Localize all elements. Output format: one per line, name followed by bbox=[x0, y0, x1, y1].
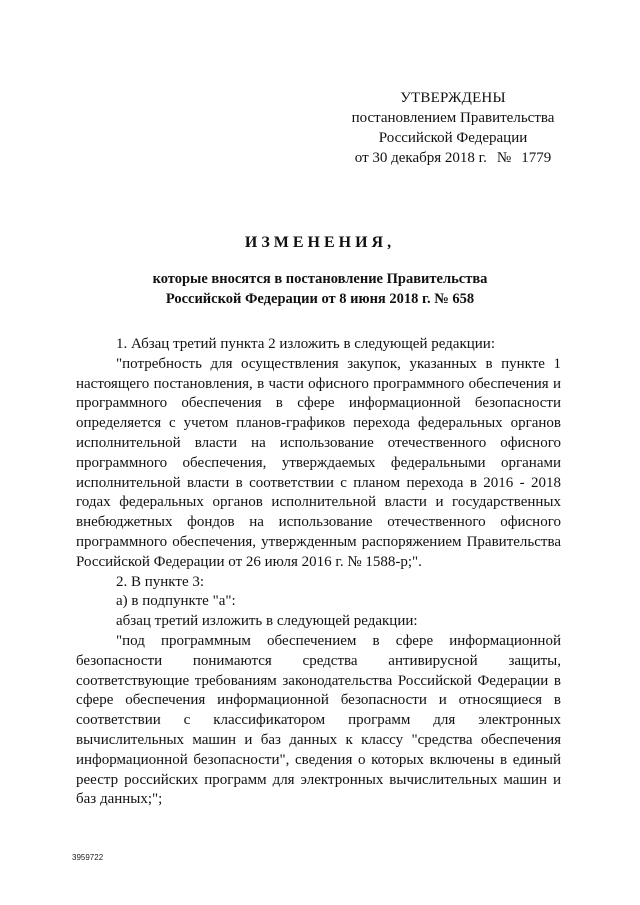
subtitle-line-2: Российской Федерации от 8 июня 2018 г. № 658 bbox=[165, 291, 475, 307]
approval-number: 1779 bbox=[521, 150, 552, 166]
approval-title: УТВЕРЖДЕНЫ bbox=[400, 90, 506, 106]
paragraph-item-1: 1. Абзац третий пункта 2 изложить в следующей редакции: bbox=[116, 336, 496, 352]
approval-date-line bbox=[348, 148, 558, 168]
approval-stamp bbox=[348, 88, 558, 168]
document-title-block bbox=[70, 232, 570, 309]
approval-date: от 30 декабря 2018 г. bbox=[354, 150, 487, 166]
document-heading: ИЗМЕНЕНИЯ, bbox=[244, 234, 396, 251]
paragraph-instruction: абзац третий изложить в следующей редакции: bbox=[116, 613, 418, 630]
document-body bbox=[76, 335, 561, 810]
subtitle-line-1: которые вносятся в постановление Правительства bbox=[152, 271, 488, 287]
document-id: 3959722 bbox=[72, 853, 104, 862]
approval-line-1: постановлением Правительства bbox=[351, 110, 555, 126]
paragraph-item-2: 2. В пункте 3: bbox=[116, 573, 205, 590]
paragraph-quote-2: "под программным обеспечением в сфере информационной безопасности понимаются средства антивирусной защиты, соответствующие требованиям законодательства Российской Федерации в сфере обеспечения информационной безопасности и относящиеся в соответствии с классификатором программ для электронных вычислительных машин и баз данных к классу "средства обеспечения информационной безопасности", сведения о которых включены в единый реестр российских программ для электронных вычислительных машин и баз данных;"; bbox=[76, 632, 561, 808]
paragraph-quote-1: "потребность для осуществления закупок, указанных в пункте 1 настоящего постановления, в части офисного программного обеспечения и программного обеспечения в сфере информационной безопасности определяется с учетом планов-графиков перехода федеральных органов исполнительной власти на использование отечественного офисного программного обеспечения, утверждаемых федеральными органами исполнительной власти в соответствии с планом перехода в 2016 - 2018 годах федеральных органов исполнительной власти и государственных внебюджетных фондов на использование отечественного офисного программного обеспечения, утвержденным распоряжением Правительства Российской Федерации от 26 июля 2016 г. № 1588-р;". bbox=[76, 355, 561, 570]
approval-line-2: Российской Федерации bbox=[378, 130, 528, 146]
paragraph-subitem-a: а) в подпункте "а": bbox=[116, 593, 236, 610]
number-sign: № bbox=[496, 150, 512, 166]
document-subtitle bbox=[70, 269, 570, 309]
